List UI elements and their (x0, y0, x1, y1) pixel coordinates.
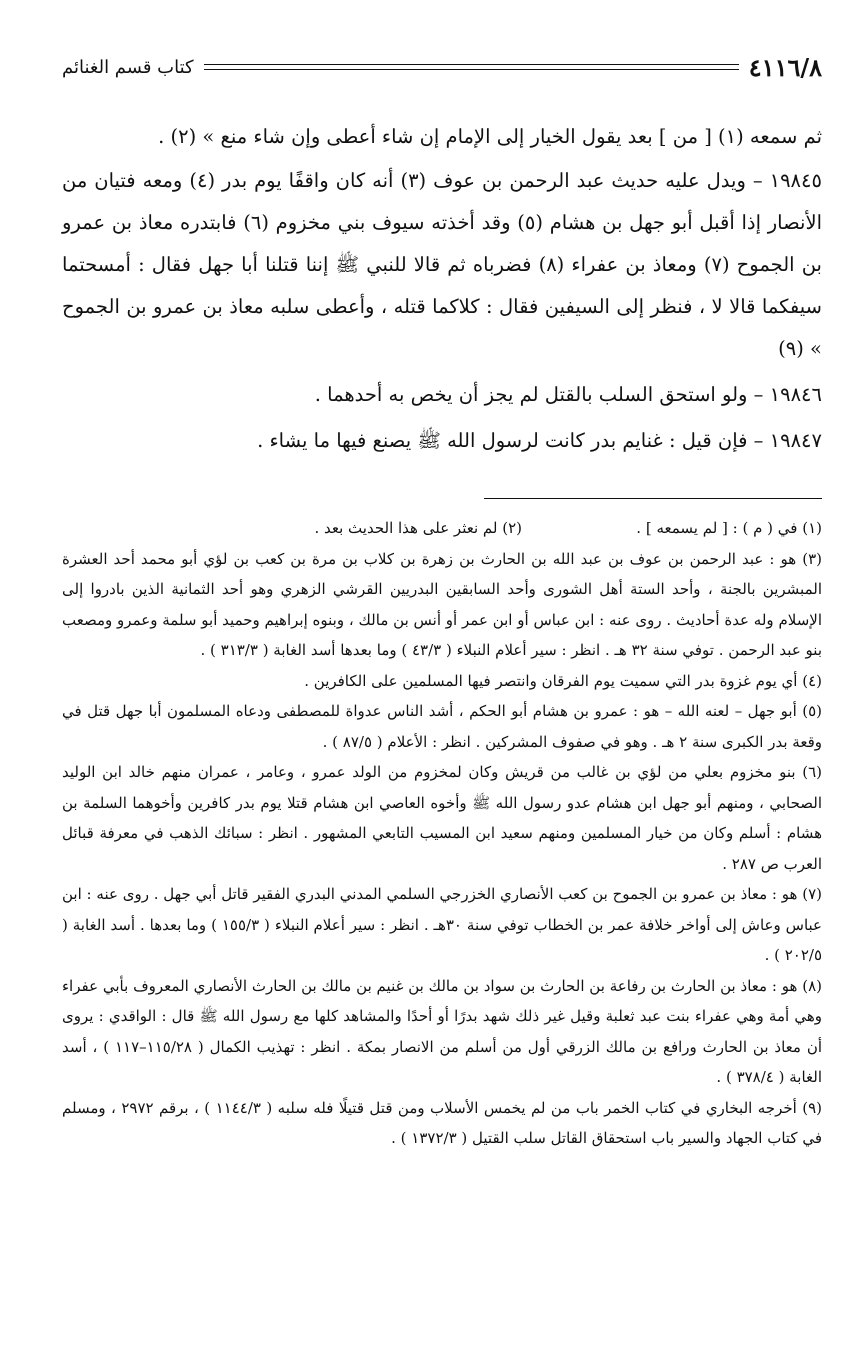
footnote-8: (٨) هو : معاذ بن الحارث بن رفاعة بن الحارث بن سواد بن مالك بن غنيم بن مالك بن الحارث الأنصاري المعروف بأبي عفراء وهي أمة وهي عفراء بنت عبد ثعلبة وقيل غير ذلك شهد بدرًا أو أحدًا والمشاهد كلها مع رسول الله ﷺ قال : الواقدي : يروى أن معاذ بن الحارث ورافع بن مالك الزرقي أول من أسلم من الانصار بمكة . انظر : تهذيب الكمال ( ١١٥/٢٨–١١٧ ) ، أسد الغابة ( ٣٧٨/٤ ) . (62, 976, 822, 1086)
footnote-4: (٤) أي يوم غزوة بدر التي سميت يوم الفرقان وانتصر فيها المسلمين على الكافرين . (304, 671, 822, 690)
footnotes (62, 513, 822, 1154)
footnote-1: (١) في ( م ) : [ لم يسمعه ] . (636, 519, 822, 537)
footnote-7: (٧) هو : معاذ بن عمرو بن الجموح بن كعب الأنصاري الخزرجي السلمي المدني البدري الفقير قاتل أبي جهل . روى عنه : ابن عباس وعاش إلى أواخر خلافة عمر بن الخطاب توفي سنة ٣٠هـ . انظر : سير أعلام النبلاء ( ١٥٥/٣ ) وما بعدها . أسد الغابة ( ٢٠٢/٥ ) . (62, 885, 823, 964)
footnote-5: (٥) أبو جهل – لعنه الله – هو : عمرو بن هشام أبو الحكم ، أشد الناس عدواة للمصطفى ودعاه المسلمون أبا جهل قتل في وقعة بدر الكبرى سنة ٢ هـ . وهو في صفوف المشركين . انظر : الأعلام ( ٨٧/٥ ) . (62, 702, 822, 751)
footnote-separator (484, 498, 822, 499)
document-page (62, 44, 822, 1154)
running-header (62, 44, 822, 90)
footnote-6: (٦) بنو مخزوم بعلي من لؤي بن غالب من قريش وكان لمخزوم من الولد عمرو ، وعامر ، عمران منهم خالد ابن الوليد الصحابي ، ومنهم أبو جهل ابن هشام عدو رسول الله ﷺ وأخوه العاصي ابن هشام قتلا يوم بدر كافرين وأخوهما السلمة بن هشام : أسلم وكان من خيار المسلمين ومنهم سعيد ابن المسيب التابعي المشهور . انظر : سبائك الذهب في معرفة قبائل العرب ص ٢٨٧ . (62, 763, 822, 873)
paragraph-19846: ١٩٨٤٦ – ولو استحق السلب بالقتل لم يجز أن يخص به أحدهما . (314, 383, 822, 406)
footnote-3: (٣) هو : عبد الرحمن بن عوف بن عبد الله بن الحارث بن زهرة بن كلاب بن مرة بن كعب بن لؤي أبو محمد أحد العشرة المبشرين بالجنة ، وأحد الستة أهل الشورى وأحد السابقين البدريين القرشي الزهري وهو أحد الثمانية الذين بادروا إلى الإسلام وله عدة أحاديث . روى عنه : ابن عباس أو ابن عمر أو أنس بن مالك ، وبنوه إبراهيم وحميد أبو سلمة وعمرو ومصعب بنو عبد الرحمن . توفي سنة ٣٢ هـ . انظر : سير أعلام النبلاء ( ٤٣/٣ ) وما بعدها أسد الغابة ( ٣١٣/٣ ) . (62, 549, 822, 659)
header-rule (204, 64, 739, 70)
footnote-row-1-2 (62, 513, 822, 544)
footnote-9: (٩) أخرجه البخاري في كتاب الخمر باب من لم يخمس الأسلاب ومن قتل قتيلًا فله سلبه ( ١١٤٤/٣ ) ، برقم ٢٩٧٢ ، ومسلم في كتاب الجهاد والسير باب استحقاق القاتل سلب القتيل ( ١٣٧٢/٣ ) . (62, 1098, 822, 1147)
main-text (62, 116, 822, 462)
book-title: كتاب قسم الغنائم (62, 56, 194, 78)
paragraph-19847: ١٩٨٤٧ – فإن قيل : غنايم بدر كانت لرسول الله ﷺ يصنع فيها ما يشاء . (257, 429, 822, 452)
paragraph-continuation: ثم سمعه (١) [ من ] بعد يقول الخيار إلى الإمام إن شاء أعطى وإن شاء منع » (٢) . (158, 125, 822, 148)
footnote-2: (٢) لم نعثر على هذا الحديث بعد . (314, 519, 522, 537)
page-number: ٤١١٦/٨ (748, 52, 822, 82)
paragraph-19845: ١٩٨٤٥ – ويدل عليه حديث عبد الرحمن بن عوف (٣) أنه كان واقفًا يوم بدر (٤) ومعه فتيان من الأنصار إذا أقبل أبو جهل بن هشام (٥) وقد أخذته سيوف بني مخزوم (٦) فابتدره معاذ بن عمرو بن الجموح (٧) ومعاذ بن عفراء (٨) فضرباه ثم قالا للنبي ﷺ إننا قتلنا أبا جهل فقال : أمسحتما سيفكما قالا لا ، فنظر إلى السيفين فقال : كلاكما قتله ، وأعطى سلبه معاذ بن عمرو بن الجموح » (٩) (62, 169, 823, 360)
